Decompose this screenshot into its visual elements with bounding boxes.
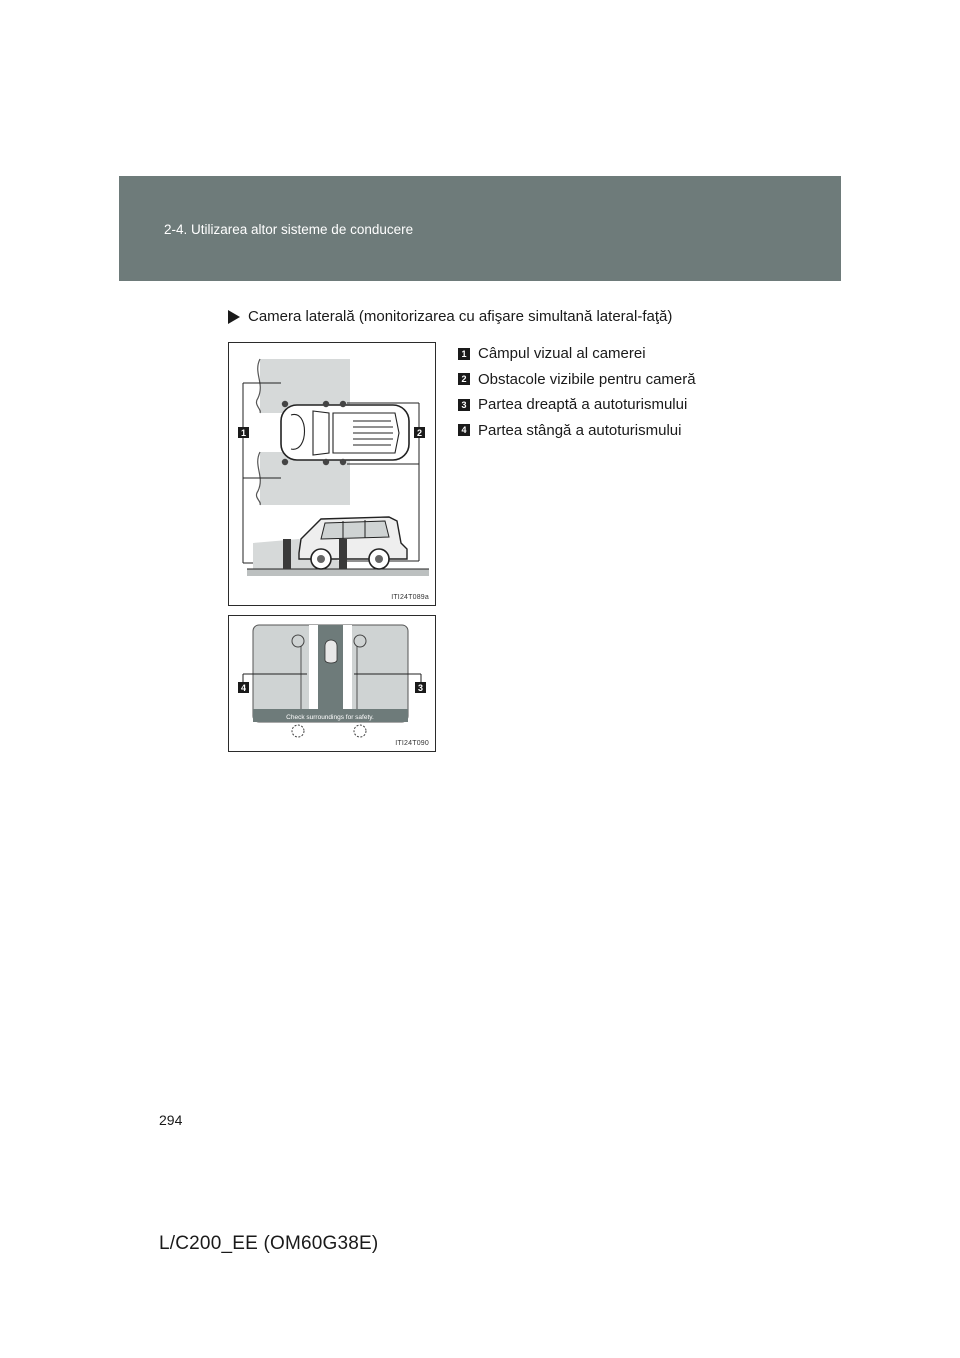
figure1-callout-2: 2	[416, 428, 423, 438]
legend-number-badge: 1	[458, 348, 470, 360]
display-banner-text: Check surroundings for safety.	[286, 714, 374, 721]
figure2-callout-3: 3	[417, 683, 424, 693]
legend-item	[458, 341, 696, 367]
legend-number-badge: 4	[458, 424, 470, 436]
figure1-callout-1: 1	[240, 428, 247, 438]
legend-number-badge: 3	[458, 399, 470, 411]
figure-camera-field-of-view	[228, 342, 436, 606]
figure2-code: ITI24T090	[395, 740, 429, 747]
figure-side-camera-display	[228, 615, 436, 752]
legend-number-badge: 2	[458, 373, 470, 385]
page-number: 294	[159, 1112, 183, 1128]
section-header-bar	[119, 176, 841, 281]
legend-text: Partea dreaptă a autoturismului	[478, 396, 688, 414]
figure-camera-field-of-view-illustration	[229, 343, 435, 605]
document-code: L/C200_EE (OM60G38E)	[159, 1233, 379, 1254]
legend-text: Obstacole vizibile pentru cameră	[478, 370, 696, 388]
legend-item	[458, 367, 696, 393]
figure2-callout-4: 4	[240, 683, 247, 693]
subheading	[228, 308, 672, 325]
figure-legend	[458, 341, 696, 443]
triangle-bullet-icon	[228, 310, 240, 324]
legend-item	[458, 392, 696, 418]
subheading-text: Camera laterală (monitorizarea cu afişare simultană lateral-faţă)	[248, 308, 673, 325]
figure1-code: ITI24T089a	[391, 594, 429, 601]
legend-text: Partea stângă a autoturismului	[478, 421, 682, 439]
legend-text: Câmpul vizual al camerei	[478, 345, 646, 363]
figure-side-camera-display-illustration	[229, 616, 435, 751]
legend-item	[458, 418, 696, 444]
section-title: 2-4. Utilizarea altor sisteme de conducere	[164, 222, 414, 237]
